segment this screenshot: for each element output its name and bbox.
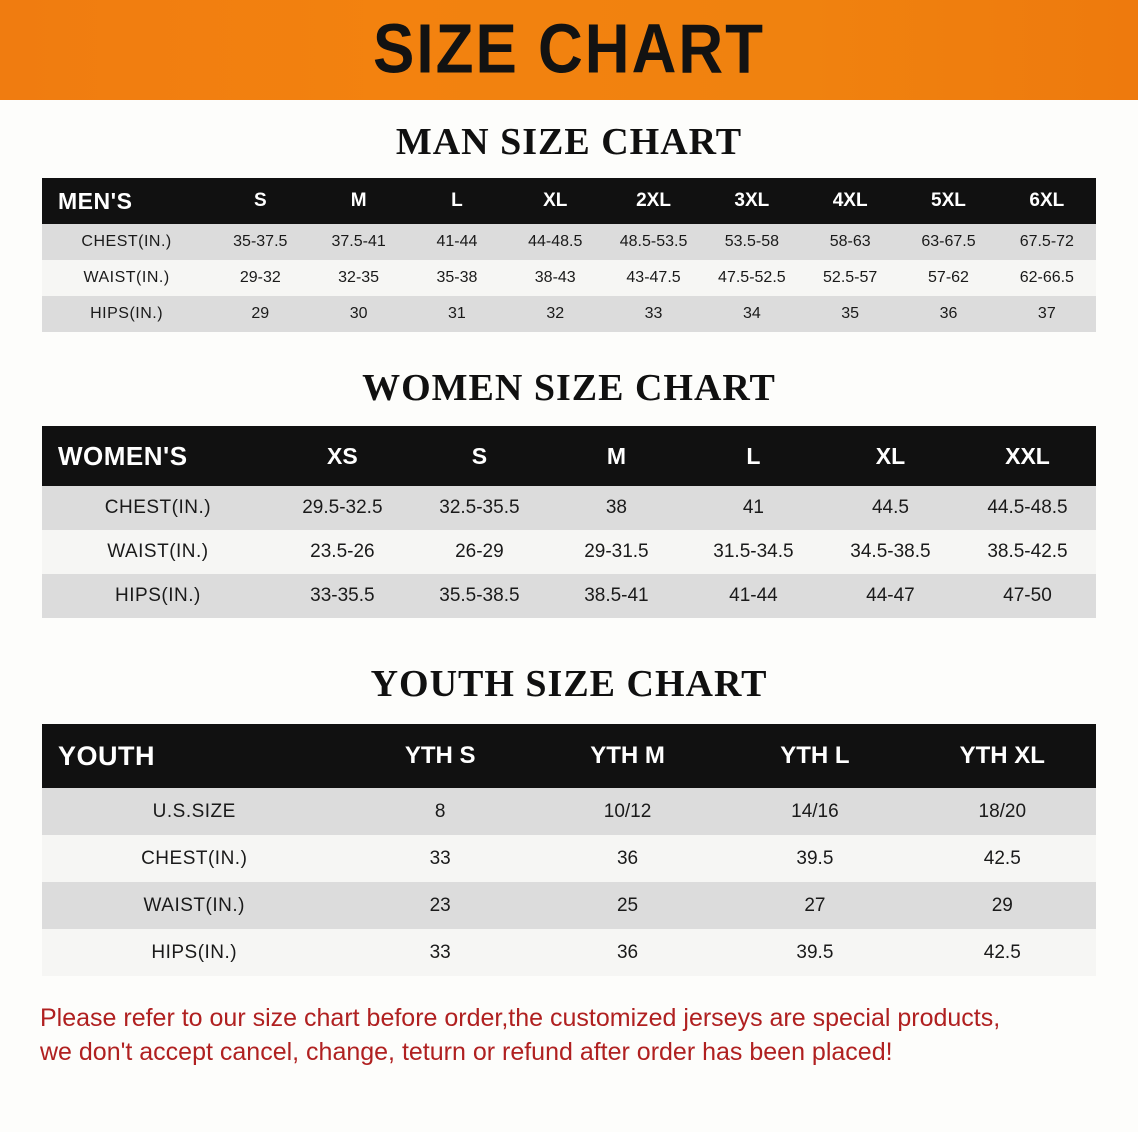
women-cell-2-5: 47-50 bbox=[959, 574, 1096, 618]
women-cell-1-1: 26-29 bbox=[411, 530, 548, 574]
man-cell-0-5: 53.5-58 bbox=[703, 224, 801, 260]
women-table-head bbox=[42, 426, 1096, 486]
table-row bbox=[42, 530, 1096, 574]
youth-cell-1-3: 42.5 bbox=[909, 835, 1096, 882]
women-header-cell-0: WOMEN'S bbox=[42, 426, 274, 486]
women-cell-2-3: 41-44 bbox=[685, 574, 822, 618]
man-cell-0-2: 41-44 bbox=[408, 224, 506, 260]
women-cell-1-5: 38.5-42.5 bbox=[959, 530, 1096, 574]
youth-header-cell-3: YTH L bbox=[721, 724, 908, 788]
youth-table-body bbox=[42, 788, 1096, 976]
man-cell-0-3: 44-48.5 bbox=[506, 224, 604, 260]
table-row bbox=[42, 574, 1096, 618]
women-row-label-2: HIPS(IN.) bbox=[42, 574, 274, 618]
man-size-table bbox=[42, 178, 1096, 332]
man-cell-1-0: 29-32 bbox=[211, 260, 309, 296]
youth-size-table bbox=[42, 724, 1096, 976]
women-header-cell-6: XXL bbox=[959, 426, 1096, 486]
man-cell-2-0: 29 bbox=[211, 296, 309, 332]
man-cell-0-1: 37.5-41 bbox=[309, 224, 407, 260]
youth-section-title: YOUTH SIZE CHART bbox=[370, 663, 768, 705]
man-cell-1-3: 38-43 bbox=[506, 260, 604, 296]
man-header-cell-3: L bbox=[408, 178, 506, 224]
man-cell-1-7: 57-62 bbox=[899, 260, 997, 296]
women-section-title: WOMEN SIZE CHART bbox=[362, 367, 776, 409]
youth-cell-2-3: 29 bbox=[909, 882, 1096, 929]
table-row bbox=[42, 486, 1096, 530]
disclaimer-line-2: we don't accept cancel, change, teturn or refund after order has been placed! bbox=[40, 1037, 893, 1066]
table-row bbox=[42, 224, 1096, 260]
man-row-label-0: CHEST(IN.) bbox=[42, 224, 211, 260]
man-header-row bbox=[42, 178, 1096, 224]
youth-cell-3-1: 36 bbox=[534, 929, 721, 976]
disclaimer-note bbox=[40, 1002, 1098, 1070]
women-cell-1-3: 31.5-34.5 bbox=[685, 530, 822, 574]
women-cell-0-4: 44.5 bbox=[822, 486, 959, 530]
youth-header-cell-2: YTH M bbox=[534, 724, 721, 788]
disclaimer-line-1: Please refer to our size chart before order,the customized jerseys are special products, bbox=[40, 1004, 1001, 1032]
man-header-cell-8: 5XL bbox=[899, 178, 997, 224]
man-cell-2-1: 30 bbox=[309, 296, 407, 332]
women-cell-2-2: 38.5-41 bbox=[548, 574, 685, 618]
man-cell-1-5: 47.5-52.5 bbox=[703, 260, 801, 296]
youth-header-cell-4: YTH XL bbox=[909, 724, 1096, 788]
women-table-body bbox=[42, 486, 1096, 618]
youth-cell-0-1: 10/12 bbox=[534, 788, 721, 835]
man-header-cell-7: 4XL bbox=[801, 178, 899, 224]
man-cell-2-2: 31 bbox=[408, 296, 506, 332]
table-row bbox=[42, 929, 1096, 976]
man-header-cell-9: 6XL bbox=[998, 178, 1096, 224]
women-header-cell-4: L bbox=[685, 426, 822, 486]
women-cell-2-0: 33-35.5 bbox=[274, 574, 411, 618]
page-title: SIZE CHART bbox=[373, 10, 765, 89]
women-cell-0-5: 44.5-48.5 bbox=[959, 486, 1096, 530]
man-cell-2-8: 37 bbox=[998, 296, 1096, 332]
women-cell-2-1: 35.5-38.5 bbox=[411, 574, 548, 618]
youth-cell-2-2: 27 bbox=[721, 882, 908, 929]
man-row-label-1: WAIST(IN.) bbox=[42, 260, 211, 296]
women-cell-0-1: 32.5-35.5 bbox=[411, 486, 548, 530]
man-table-wrapper bbox=[42, 178, 1096, 332]
women-cell-2-4: 44-47 bbox=[822, 574, 959, 618]
youth-cell-0-0: 8 bbox=[347, 788, 534, 835]
women-cell-0-0: 29.5-32.5 bbox=[274, 486, 411, 530]
man-table-head bbox=[42, 178, 1096, 224]
man-header-cell-5: 2XL bbox=[604, 178, 702, 224]
man-cell-0-7: 63-67.5 bbox=[899, 224, 997, 260]
women-header-cell-5: XL bbox=[822, 426, 959, 486]
women-cell-0-2: 38 bbox=[548, 486, 685, 530]
man-cell-0-0: 35-37.5 bbox=[211, 224, 309, 260]
youth-cell-1-0: 33 bbox=[347, 835, 534, 882]
man-cell-1-4: 43-47.5 bbox=[604, 260, 702, 296]
youth-row-label-0: U.S.SIZE bbox=[42, 788, 347, 835]
man-table-body bbox=[42, 224, 1096, 332]
women-cell-1-2: 29-31.5 bbox=[548, 530, 685, 574]
youth-cell-1-1: 36 bbox=[534, 835, 721, 882]
youth-header-cell-1: YTH S bbox=[347, 724, 534, 788]
man-cell-2-4: 33 bbox=[604, 296, 702, 332]
man-cell-1-6: 52.5-57 bbox=[801, 260, 899, 296]
women-header-row bbox=[42, 426, 1096, 486]
youth-cell-1-2: 39.5 bbox=[721, 835, 908, 882]
youth-row-label-2: WAIST(IN.) bbox=[42, 882, 347, 929]
table-row bbox=[42, 835, 1096, 882]
youth-cell-2-1: 25 bbox=[534, 882, 721, 929]
man-header-cell-0: MEN'S bbox=[42, 178, 211, 224]
man-header-cell-4: XL bbox=[506, 178, 604, 224]
women-cell-1-0: 23.5-26 bbox=[274, 530, 411, 574]
youth-cell-0-2: 14/16 bbox=[721, 788, 908, 835]
youth-header-row bbox=[42, 724, 1096, 788]
women-row-label-0: CHEST(IN.) bbox=[42, 486, 274, 530]
women-table-wrapper bbox=[42, 426, 1096, 618]
table-row bbox=[42, 260, 1096, 296]
man-cell-2-6: 35 bbox=[801, 296, 899, 332]
man-cell-1-2: 35-38 bbox=[408, 260, 506, 296]
women-header-cell-3: M bbox=[548, 426, 685, 486]
women-size-table bbox=[42, 426, 1096, 618]
youth-cell-3-0: 33 bbox=[347, 929, 534, 976]
page-banner bbox=[0, 0, 1138, 100]
youth-header-cell-0: YOUTH bbox=[42, 724, 347, 788]
women-cell-0-3: 41 bbox=[685, 486, 822, 530]
table-row bbox=[42, 296, 1096, 332]
women-row-label-1: WAIST(IN.) bbox=[42, 530, 274, 574]
man-cell-1-1: 32-35 bbox=[309, 260, 407, 296]
youth-cell-2-0: 23 bbox=[347, 882, 534, 929]
man-header-cell-6: 3XL bbox=[703, 178, 801, 224]
youth-cell-3-3: 42.5 bbox=[909, 929, 1096, 976]
women-header-cell-2: S bbox=[411, 426, 548, 486]
man-cell-0-8: 67.5-72 bbox=[998, 224, 1096, 260]
youth-row-label-3: HIPS(IN.) bbox=[42, 929, 347, 976]
man-cell-2-7: 36 bbox=[899, 296, 997, 332]
man-header-cell-2: M bbox=[309, 178, 407, 224]
man-section-title: MAN SIZE CHART bbox=[395, 121, 743, 163]
table-row bbox=[42, 882, 1096, 929]
man-cell-0-4: 48.5-53.5 bbox=[604, 224, 702, 260]
youth-row-label-1: CHEST(IN.) bbox=[42, 835, 347, 882]
man-cell-2-5: 34 bbox=[703, 296, 801, 332]
youth-cell-3-2: 39.5 bbox=[721, 929, 908, 976]
women-cell-1-4: 34.5-38.5 bbox=[822, 530, 959, 574]
table-row bbox=[42, 788, 1096, 835]
man-header-cell-1: S bbox=[211, 178, 309, 224]
man-row-label-2: HIPS(IN.) bbox=[42, 296, 211, 332]
man-cell-1-8: 62-66.5 bbox=[998, 260, 1096, 296]
man-cell-0-6: 58-63 bbox=[801, 224, 899, 260]
youth-cell-0-3: 18/20 bbox=[909, 788, 1096, 835]
youth-table-head bbox=[42, 724, 1096, 788]
man-cell-2-3: 32 bbox=[506, 296, 604, 332]
women-header-cell-1: XS bbox=[274, 426, 411, 486]
youth-table-wrapper bbox=[42, 724, 1096, 976]
